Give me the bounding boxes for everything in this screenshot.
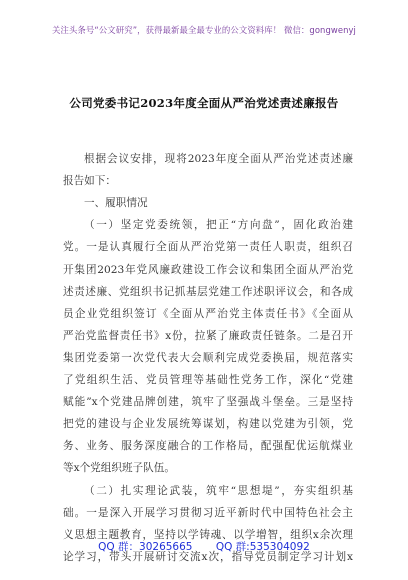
body-line: 一、履职情况 (84, 197, 148, 210)
footer-qq-group-1: QQ 群：30265665 (98, 541, 193, 553)
body-line: 集团党委第一次党代表大会顺利完成党委换届，规范落实 (63, 351, 353, 364)
body-line: 础。一是深入开展学习贯彻习近平新时代中国特色社会主 (63, 506, 353, 519)
body-line: 把党的建设与企业发展统筹谋划，构建以党建为引领，党 (63, 418, 353, 431)
body-line: 报告如下： (63, 175, 116, 188)
header-watermark: 关注头条号“公文研究”，获得最新最全最专业的公文资料库！ 微信：gongwenyj (52, 25, 356, 35)
body-line: 务、业务、服务深度融合的工作格局，配强配优运航煤业 (63, 440, 353, 453)
body-line: 员企业党组织签订《全面从严治党主体责任书》《全面从 (63, 307, 353, 320)
body-line: 根据会议安排，现将2023年度全面从严治党述责述廉 (84, 153, 353, 165)
body-line: 等x个党组织班子队伍。 (63, 462, 175, 475)
body-line: （一）坚定党委统领，把正“方向盘”，固化政治建 (84, 219, 353, 232)
footer-qq-group-2: QQ 群:535304092 (215, 541, 310, 553)
body-line: 党。一是认真履行全面从严治党第一责任人职责，组织召 (63, 241, 353, 254)
document-title: 公司党委书记2023年度全面从严治党述责述廉报告 (69, 96, 339, 110)
footer-watermark (0, 539, 408, 554)
body-line: 述责述廉、党组织书记抓基层党建工作述职评议会，和各成 (63, 285, 353, 298)
body-line: （二）扎实理论武装，筑牢“思想堤”，夯实组织基 (84, 484, 353, 497)
body-line: 义思想主题教育，坚持以学铸魂、以学增智，组织x余次理 (63, 528, 353, 541)
body-line: 开集团2023年党风廉政建设工作会议和集团全面从严治党 (63, 263, 353, 276)
body-line: 了党组织生活、党员管理等基础性党务工作，深化“党建 (63, 374, 353, 386)
body-line: 赋能”x个党建品牌创建，筑牢了坚强战斗堡垒。三是坚持 (63, 396, 353, 409)
body-line: 论学习，带头开展研讨交流x次，指导党员制定学习计划x (63, 550, 353, 563)
body-line: 严治党监督责任书》x份，拉紧了廉政责任链条。二是召开 (63, 329, 353, 342)
